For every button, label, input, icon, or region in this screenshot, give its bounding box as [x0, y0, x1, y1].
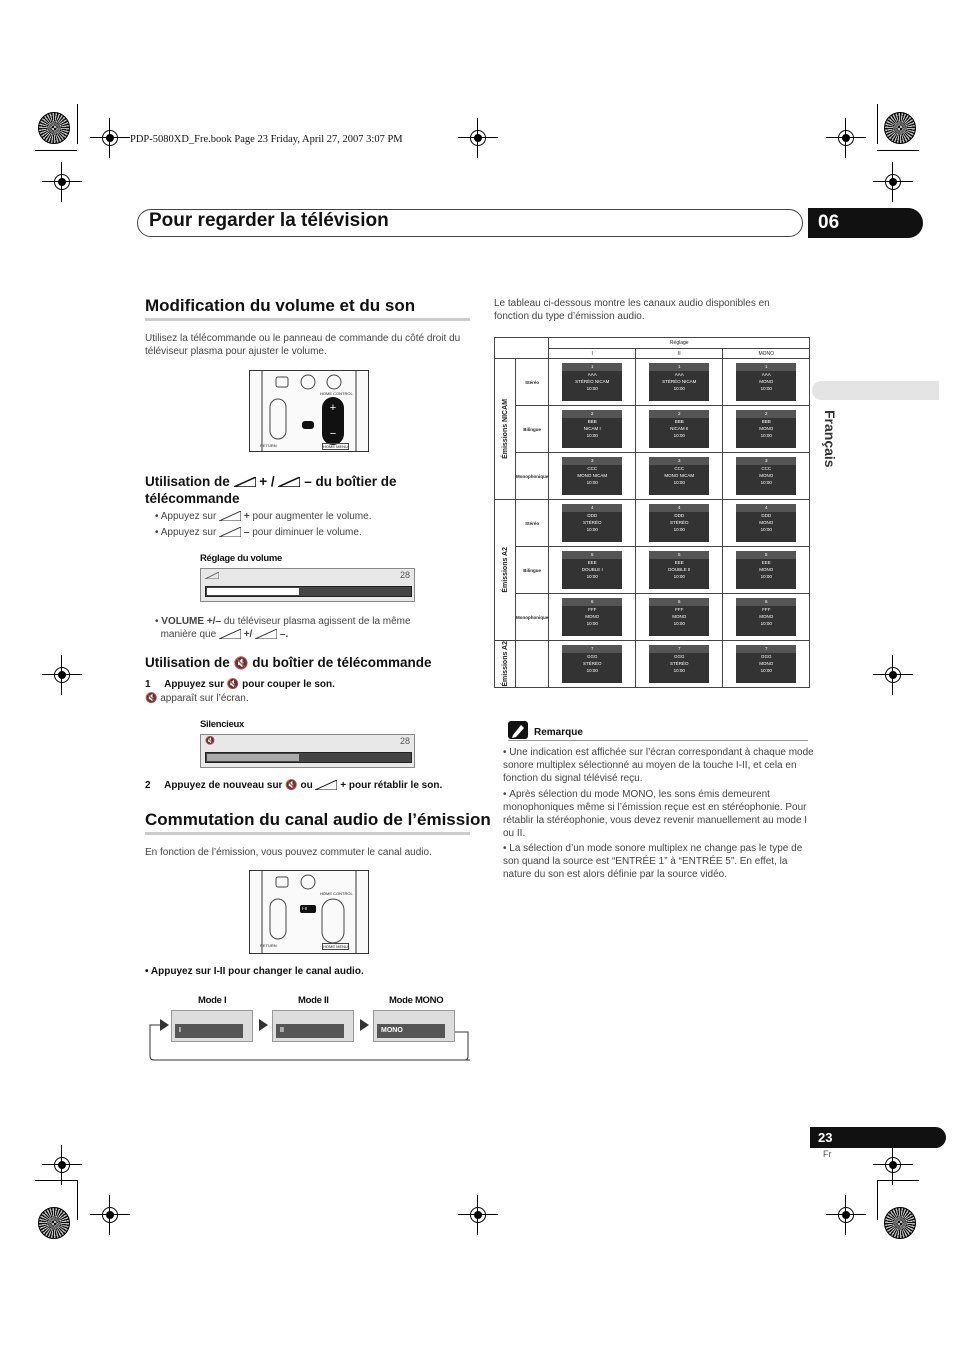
note-item: • La sélection d’un mode sonore multiplex ne change pas le type de son quand la source est “ENTRÉE 1” à “ENTRÉE 5”. En effet, la nature du son est alors définie par la source vidéo.	[503, 843, 803, 880]
osd-line: MONO	[672, 614, 687, 619]
remote-drawing	[250, 371, 368, 451]
trim-line	[77, 1180, 78, 1220]
table-row	[495, 547, 810, 594]
table-row	[495, 359, 810, 406]
remote-label-home-menu: HOME MENU	[323, 444, 348, 449]
page-number: 23	[810, 1127, 946, 1148]
table-column-header: I	[549, 349, 636, 359]
table-corner	[495, 338, 549, 359]
table-row-type	[516, 641, 549, 688]
osd-thumbnail	[649, 457, 709, 495]
osd-line: 5	[736, 551, 796, 559]
osd-line: 10:00	[760, 433, 772, 438]
osd-line: DOUBLE I	[581, 567, 603, 572]
osd-line: STÉRÉO	[669, 520, 689, 525]
osd-line: NICAM I	[583, 426, 601, 431]
volume-osd	[200, 568, 415, 602]
osd-line: MONO	[759, 473, 774, 478]
table-cell	[549, 359, 636, 406]
remote-label-return: RETURN	[260, 443, 277, 448]
osd-line: BBB	[761, 419, 771, 424]
osd-line: 2	[736, 410, 796, 418]
osd-line: MONO	[759, 426, 774, 431]
osd-line: 10:00	[586, 527, 598, 532]
registration-mark	[42, 655, 82, 695]
table-cell	[636, 453, 723, 500]
note-item: • Une indication est affichée sur l’écran correspondant à chaque mode sonore multiplex sélectionné au moyen de la touche I-II, et cela en fonction du signal télévisé reçu.	[503, 747, 814, 784]
osd-thumbnail	[736, 645, 796, 683]
osd-line: STÉRÉO NICAM	[662, 379, 697, 384]
osd-line: 5	[649, 551, 709, 559]
osd-thumbnail	[736, 598, 796, 636]
osd-line: 10:00	[760, 668, 772, 673]
osd-line: CCC	[587, 466, 598, 471]
trim-line	[877, 1180, 878, 1220]
osd-line: 10:00	[673, 527, 685, 532]
osd-line: 10:00	[586, 386, 598, 391]
osd-line: 10:00	[673, 668, 685, 673]
osd-line: CCC	[674, 466, 685, 471]
trim-line	[77, 104, 78, 144]
osd-thumbnail	[649, 551, 709, 589]
table-row-type: Monophonique	[516, 594, 549, 641]
osd-line: 3	[649, 457, 709, 465]
osd-line: 10:00	[673, 574, 685, 579]
table-row	[495, 453, 810, 500]
language-label: Français	[822, 410, 838, 468]
trim-line	[35, 1180, 77, 1181]
volume-icon	[255, 629, 277, 639]
osd-line: 10:00	[760, 527, 772, 532]
table-row	[495, 500, 810, 547]
table-row	[495, 406, 810, 453]
osd-line: 7	[649, 645, 709, 653]
table-row	[495, 594, 810, 641]
osd-thumbnail	[562, 457, 622, 495]
section-title-audio-channel: Commutation du canal audio de l’émission	[145, 810, 491, 829]
note-pencil-icon	[508, 721, 528, 739]
registration-mark	[873, 1145, 913, 1185]
i-ii-button-label: I-II	[302, 906, 308, 911]
osd-line: 10:00	[760, 386, 772, 391]
step-1: 1 Appuyez sur 🔇 pour couper le son.	[145, 679, 335, 690]
osd-line: 10:00	[586, 480, 598, 485]
mute-icon: 🔇	[233, 656, 249, 670]
mute-fill	[207, 754, 299, 761]
registration-mark	[873, 655, 913, 695]
osd-line: 10:00	[586, 433, 598, 438]
osd-line: 4	[649, 504, 709, 512]
osd-line: 10:00	[673, 386, 685, 391]
osd-thumbnail	[562, 363, 622, 401]
chapter-number: 06	[808, 208, 923, 238]
table-row-type: Bilingue	[516, 547, 549, 594]
table-cell	[636, 359, 723, 406]
table-cell	[549, 547, 636, 594]
bullet-volume-up: • Appuyez sur + pour augmenter le volume.	[155, 511, 372, 522]
mute-icon: 🔇	[145, 693, 158, 704]
osd-line: BBB	[674, 419, 684, 424]
section-underline	[145, 318, 470, 321]
osd-line: EEE	[674, 560, 684, 565]
osd-line: STÉRÉO NICAM	[575, 379, 610, 384]
osd-line: DOUBLE II	[668, 567, 691, 572]
osd-line: AAA	[761, 372, 771, 377]
osd-line: FFF	[588, 607, 597, 612]
osd-line: EEE	[587, 560, 597, 565]
chapter-title: Pour regarder la télévision	[149, 210, 389, 231]
remote-label-home-menu: HOME MENU	[323, 944, 348, 949]
osd-thumbnail	[736, 410, 796, 448]
volume-icon	[219, 629, 241, 639]
section-underline	[145, 832, 470, 835]
mute-osd	[200, 734, 415, 768]
table-cell	[636, 641, 723, 688]
table-row-type: Stéréo	[516, 359, 549, 406]
table-cell	[723, 453, 810, 500]
svg-text:−: −	[329, 428, 337, 440]
remote-label-return: RETURN	[260, 943, 277, 948]
osd-line: 2	[649, 410, 709, 418]
volume-icon	[205, 572, 219, 579]
osd-line: GGG	[760, 654, 772, 659]
table-column-header: MONO	[723, 349, 810, 359]
registration-mark	[42, 162, 82, 202]
registration-mark	[873, 162, 913, 202]
volume-bar-title: Réglage du volume	[200, 553, 283, 564]
osd-line: 1	[562, 363, 622, 371]
osd-line: 10:00	[760, 621, 772, 626]
osd-thumbnail	[562, 645, 622, 683]
mode-label: II	[276, 1024, 344, 1038]
table-cell	[723, 641, 810, 688]
mode-title-2: Mode II	[298, 995, 329, 1006]
table-row-type: Bilingue	[516, 406, 549, 453]
osd-line: FFF	[762, 607, 771, 612]
osd-line: MONO	[759, 614, 774, 619]
table-header-reglage: Réglage	[549, 338, 810, 349]
osd-thumbnail	[736, 504, 796, 542]
table-header-row	[495, 338, 810, 349]
registration-mark	[42, 1145, 82, 1185]
trim-line	[877, 150, 919, 151]
registration-starburst-top-left	[38, 112, 70, 144]
table-cell	[549, 406, 636, 453]
volume-icon	[315, 780, 337, 790]
osd-line: 6	[649, 598, 709, 606]
osd-line: 6	[562, 598, 622, 606]
osd-line: 10:00	[586, 574, 598, 579]
audio-bullet: • Appuyez sur I-II pour changer le canal audio.	[145, 966, 364, 977]
osd-line: 10:00	[586, 668, 598, 673]
table-cell	[723, 406, 810, 453]
trim-line	[877, 1180, 919, 1181]
remote-label-home-control: HOME CONTROL	[320, 891, 353, 896]
osd-line: AAA	[587, 372, 597, 377]
osd-thumbnail	[649, 645, 709, 683]
osd-line: MONO	[759, 567, 774, 572]
osd-thumbnail	[562, 504, 622, 542]
osd-thumbnail	[562, 410, 622, 448]
registration-mark	[90, 118, 130, 158]
osd-line: CCC	[761, 466, 772, 471]
step-2: 2 Appuyez de nouveau sur 🔇 ou + pour rétablir le son.	[145, 780, 443, 791]
step-1-sub: 🔇 apparaît sur l’écran.	[145, 693, 249, 704]
mute-value: 28	[399, 736, 410, 746]
table-group-label: Émissions NICAM	[495, 359, 516, 500]
table-cell	[723, 594, 810, 641]
section2-intro: En fonction de l’émission, vous pouvez commuter le canal audio.	[145, 847, 432, 858]
table-cell	[636, 406, 723, 453]
osd-thumbnail	[562, 598, 622, 636]
osd-line: MONO NICAM	[577, 473, 608, 478]
subsection-title-volume: Utilisation de + / – du boîtier de télécommande	[145, 474, 397, 506]
osd-line: DDD	[587, 513, 598, 518]
mute-bar-title: Silencieux	[200, 719, 244, 730]
osd-line: 10:00	[673, 480, 685, 485]
osd-line: 10:00	[760, 480, 772, 485]
table-cell	[549, 500, 636, 547]
osd-line: 6	[736, 598, 796, 606]
osd-line: BBB	[587, 419, 597, 424]
trim-line	[877, 104, 878, 144]
trim-line	[35, 150, 77, 151]
osd-line: GGG	[586, 654, 598, 659]
mode-label: MONO	[377, 1024, 445, 1038]
osd-line: GGG	[673, 654, 685, 659]
table-cell	[636, 594, 723, 641]
osd-line: 7	[562, 645, 622, 653]
osd-thumbnail	[736, 457, 796, 495]
osd-line: DDD	[761, 513, 772, 518]
mute-track	[205, 752, 412, 763]
registration-starburst-top-right	[884, 112, 916, 144]
page-lang: Fr	[823, 1149, 832, 1159]
registration-mark	[826, 1195, 866, 1235]
table-column-header: II	[636, 349, 723, 359]
table-cell	[636, 500, 723, 547]
osd-line: AAA	[674, 372, 684, 377]
subsection-title-mute: Utilisation de 🔇 du boîtier de télécommande	[145, 655, 432, 670]
mode-title-1: Mode I	[198, 995, 227, 1006]
table-cell	[549, 453, 636, 500]
note-line	[508, 740, 808, 741]
osd-line: STÉRÉO	[582, 661, 602, 666]
remote-label-home-control: HOME CONTROL	[320, 391, 353, 396]
language-tab	[812, 381, 939, 400]
mute-icon: 🔇	[226, 679, 240, 690]
note-title: Remarque	[534, 727, 583, 738]
osd-line: 10:00	[760, 574, 772, 579]
osd-line: 1	[649, 363, 709, 371]
osd-line: 4	[562, 504, 622, 512]
volume-value: 28	[399, 570, 410, 580]
registration-starburst-bottom-left	[38, 1207, 70, 1239]
note-item: • Après sélection du mode MONO, les sons émis demeurent monophoniques même si l’émission reçue est en stéréophonie. Pour rétablir la stéréophonie, vous devez revenir manuellement au mode I ou II.	[503, 789, 808, 839]
osd-line: EEE	[761, 560, 771, 565]
mute-icon: 🔇	[205, 736, 215, 745]
table-cell	[549, 641, 636, 688]
table-cell	[636, 547, 723, 594]
osd-thumbnail	[649, 504, 709, 542]
osd-line: 10:00	[586, 621, 598, 626]
osd-line: MONO	[759, 520, 774, 525]
osd-thumbnail	[736, 363, 796, 401]
audio-channel-table	[494, 337, 810, 688]
svg-text:+: +	[329, 402, 337, 414]
volume-icon	[234, 477, 256, 487]
volume-track	[205, 586, 412, 597]
mode-title-3: Mode MONO	[389, 995, 444, 1006]
osd-thumbnail	[649, 410, 709, 448]
volume-note: • VOLUME +/– du téléviseur plasma agissent de la même manière que +/ –.	[155, 616, 411, 640]
table-row-type: Monophonique	[516, 453, 549, 500]
osd-line: NICAM II	[670, 426, 689, 431]
registration-starburst-bottom-right	[884, 1207, 916, 1239]
osd-line: FFF	[675, 607, 684, 612]
table-cell	[723, 547, 810, 594]
table-group-label: Émissions A2	[495, 641, 516, 688]
registration-mark	[458, 118, 498, 158]
remote-illustration-volume	[249, 370, 369, 452]
osd-line: MONO	[585, 614, 600, 619]
table-row	[495, 641, 810, 688]
remote-illustration-audio	[249, 870, 369, 954]
volume-fill	[207, 588, 299, 595]
osd-line: 5	[562, 551, 622, 559]
mode-label: I	[175, 1024, 243, 1038]
osd-line: MONO NICAM	[664, 473, 695, 478]
osd-line: 2	[562, 410, 622, 418]
remote-drawing	[250, 871, 368, 953]
osd-line: 4	[736, 504, 796, 512]
osd-line: 1	[736, 363, 796, 371]
osd-line: MONO	[759, 661, 774, 666]
table-group-label: Émissions A2	[495, 500, 516, 641]
bullet-volume-down: • Appuyez sur – pour diminuer le volume.	[155, 527, 362, 538]
table-cell	[723, 359, 810, 406]
table-cell	[549, 594, 636, 641]
osd-line: STÉRÉO	[669, 661, 689, 666]
osd-line: STÉRÉO	[582, 520, 602, 525]
table-row-type: Stéréo	[516, 500, 549, 547]
table-intro: Le tableau ci-dessous montre les canaux audio disponibles en fonction du type d’émission audio.	[494, 298, 770, 322]
registration-mark	[458, 1195, 498, 1235]
osd-line: 10:00	[673, 433, 685, 438]
osd-line: DDD	[674, 513, 685, 518]
section-intro: Utilisez la télécommande ou le panneau de commande du côté droit du téléviseur plasma pour ajuster le volume.	[145, 333, 461, 357]
osd-thumbnail	[649, 598, 709, 636]
osd-thumbnail	[649, 363, 709, 401]
osd-line: 10:00	[673, 621, 685, 626]
cycle-loop-line	[145, 1020, 470, 1062]
osd-thumbnail	[562, 551, 622, 589]
volume-icon	[219, 511, 241, 521]
section-title-volume: Modification du volume et du son	[145, 296, 416, 315]
osd-line: 7	[736, 645, 796, 653]
osd-line: MONO	[759, 379, 774, 384]
osd-thumbnail	[736, 551, 796, 589]
table-cell	[723, 500, 810, 547]
osd-line: 3	[736, 457, 796, 465]
volume-icon	[219, 527, 241, 537]
registration-mark	[90, 1195, 130, 1235]
file-header: PDP-5080XD_Fre.book Page 23 Friday, April 27, 2007 3:07 PM	[130, 134, 403, 145]
registration-mark	[826, 118, 866, 158]
volume-icon	[278, 477, 300, 487]
mute-icon: 🔇	[285, 780, 298, 791]
osd-line: 3	[562, 457, 622, 465]
